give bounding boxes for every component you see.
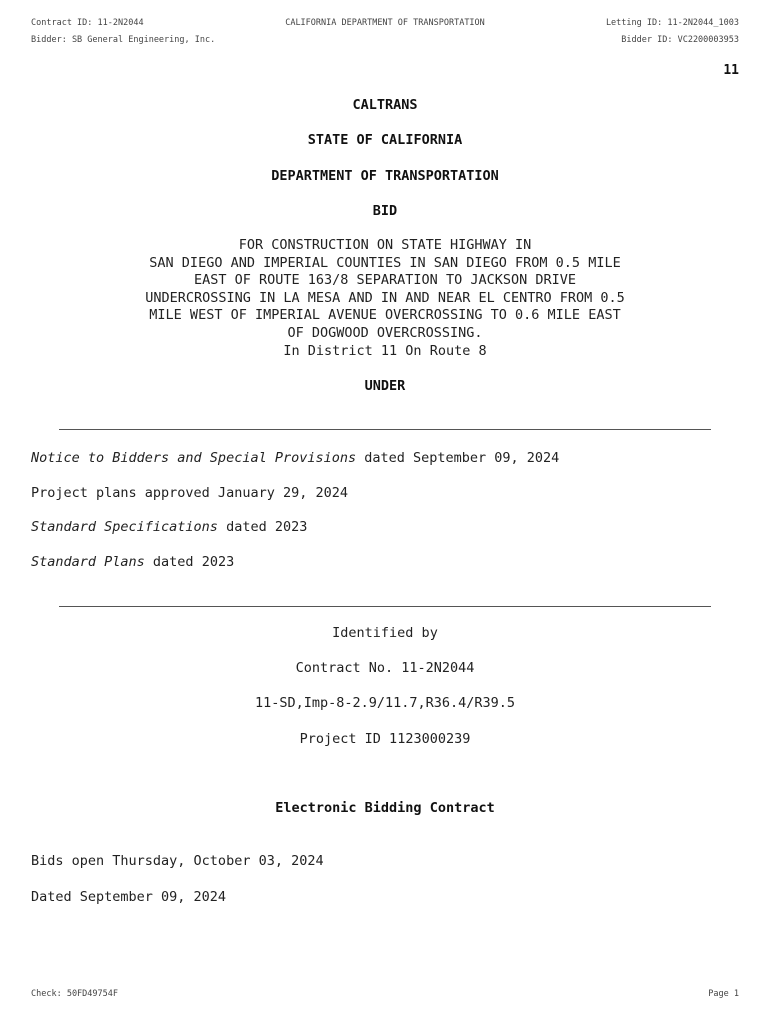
- title-state: STATE OF CALIFORNIA: [307, 132, 463, 148]
- standard-plans-reference: [31, 554, 234, 570]
- title-department: DEPARTMENT OF TRANSPORTATION: [271, 168, 499, 184]
- project-plans-reference: Project plans approved January 29, 2024: [31, 485, 348, 501]
- header-department: CALIFORNIA DEPARTMENT OF TRANSPORTATION: [285, 18, 485, 28]
- divider: [59, 606, 711, 607]
- specs-title: Standard Specifications: [31, 519, 218, 535]
- under-label: UNDER: [364, 378, 406, 394]
- description-line: UNDERCROSSING IN LA MESA AND IN AND NEAR EL CENTRO FROM 0.5: [145, 289, 625, 306]
- dated: Dated September 09, 2024: [31, 889, 227, 905]
- notice-title: Notice to Bidders and Special Provisions: [31, 450, 357, 466]
- identified-by: Identified by: [332, 625, 438, 641]
- notice-reference: [31, 450, 559, 466]
- bidder-id: Bidder ID: VC2200003953: [621, 35, 739, 45]
- specs-reference: [31, 519, 307, 535]
- letting-id: Letting ID: 11-2N2044_1003: [605, 18, 739, 28]
- footer-page: Page 1: [708, 989, 739, 999]
- description-line: In District 11 On Route 8: [283, 342, 487, 359]
- page-number: 11: [723, 63, 739, 78]
- standard-plans-title: Standard Plans: [31, 554, 145, 570]
- bidder-name: Bidder: SB General Engineering, Inc.: [31, 35, 216, 45]
- project-description: [0, 237, 770, 360]
- title-caltrans: CALTRANS: [352, 97, 418, 113]
- description-line: FOR CONSTRUCTION ON STATE HIGHWAY IN: [238, 237, 532, 253]
- contract-number: Contract No. 11-2N2044: [295, 660, 475, 676]
- divider: [59, 429, 711, 430]
- location-code: 11-SD,Imp-8-2.9/11.7,R36.4/R39.5: [254, 695, 516, 711]
- standard-plans-date: dated 2023: [144, 554, 235, 570]
- specs-date: dated 2023: [217, 519, 308, 535]
- title-bid: BID: [372, 203, 398, 219]
- bids-open: Bids open Thursday, October 03, 2024: [31, 853, 324, 869]
- notice-date: dated September 09, 2024: [356, 450, 560, 466]
- check-code: Check: 50FD49754F: [31, 989, 118, 999]
- contract-type: Electronic Bidding Contract: [275, 800, 495, 816]
- description-line: MILE WEST OF IMPERIAL AVENUE OVERCROSSING TO 0.6 MILE EAST: [149, 307, 621, 324]
- project-id: Project ID 1123000239: [299, 731, 471, 747]
- description-line: SAN DIEGO AND IMPERIAL COUNTIES IN SAN DIEGO FROM 0.5 MILE: [149, 254, 621, 271]
- contract-id: Contract ID: 11-2N2044: [31, 18, 144, 28]
- description-line: EAST OF ROUTE 163/8 SEPARATION TO JACKSON DRIVE: [193, 272, 576, 289]
- description-line: OF DOGWOOD OVERCROSSING.: [287, 324, 483, 341]
